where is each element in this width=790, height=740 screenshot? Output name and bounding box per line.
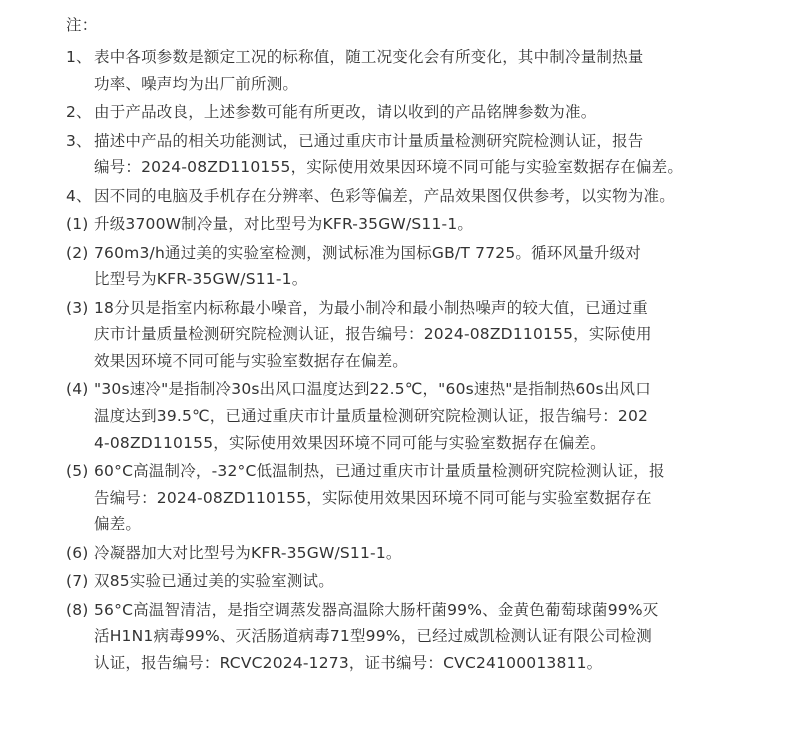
note-number: (6) [66,543,89,562]
note-item [66,183,756,210]
note-number: 2、 [66,103,92,122]
note-item [66,211,756,238]
note-line: 由于产品改良，上述参数可能有所更改，请以收到的产品铭牌参数为准。 [94,103,597,122]
note-line: 描述中产品的相关功能测试，已通过重庆市计量质量检测研究院检测认证，报告 [94,131,644,150]
note-number: (3) [66,298,89,317]
notes-heading: 注： [66,16,98,34]
note-item [66,376,756,456]
note-line: 比型号为KFR-35GW/S11-1。 [94,270,308,289]
note-number: (2) [66,243,89,262]
note-item [66,44,756,97]
note-line: 活H1N1病毒99%、灭活肠道病毒71型99%，已经过威凯检测认证有限公司检测 [94,627,652,646]
note-line: 4-08ZD110155，实际使用效果因环境不同可能与实验室数据存在偏差。 [94,433,606,452]
note-line: 功率、噪声均为出厂前所测。 [94,74,299,93]
note-item [66,240,756,293]
note-number: (5) [66,462,89,481]
note-line: 表中各项参数是额定工况的标称值，随工况变化会有所变化，其中制冷量制热量 [94,48,644,66]
note-line: 60°C高温制冷，-32°C低温制热，已通过重庆市计量质量检测研究院检测认证，报 [94,462,665,481]
note-item [66,128,756,181]
note-line: 760m3/h通过美的实验室检测，测试标准为国标GB/T 7725。循环风量升级对 [94,243,642,262]
note-item [66,540,756,567]
note-line: 双85实验已通过美的实验室测试。 [94,572,334,591]
note-line: 偏差。 [94,515,142,534]
note-line: 冷凝器加大对比型号为KFR-35GW/S11-1。 [94,543,402,562]
note-line: 温度达到39.5℃，已通过重庆市计量质量检测研究院检测认证，报告编号：202 [94,406,649,425]
note-number: 1、 [66,48,92,66]
note-line: 认证，报告编号：RCVC2024-1273，证书编号：CVC24100013811。 [94,653,603,672]
note-line: "30s速冷"是指制冷30s出风口温度达到22.5℃，"60s速热"是指制热60s出风口 [94,380,651,399]
note-line: 因不同的电脑及手机存在分辨率、色彩等偏差，产品效果图仅供参考，以实物为准。 [94,186,675,205]
note-line: 18分贝是指室内标称最小噪音，为最小制冷和最小制热噪声的较大值，已通过重 [94,298,648,317]
note-line: 编号：2024-08ZD110155，实际使用效果因环境不同可能与实验室数据存在偏差。 [94,158,684,177]
note-item [66,99,756,126]
note-number: 4、 [66,186,92,205]
note-line: 56°C高温智清洁，是指空调蒸发器高温除大肠杆菌99%、金黄色葡萄球菌99%灭 [94,600,659,619]
note-number: (1) [66,215,89,234]
note-number: (7) [66,572,89,591]
note-item [66,568,756,595]
note-number: 3、 [66,131,92,150]
note-item [66,458,756,538]
note-line: 效果因环境不同可能与实验室数据存在偏差。 [94,351,409,370]
note-line: 升级3700W制冷量，对比型号为KFR-35GW/S11-1。 [94,215,474,234]
note-number: (4) [66,380,89,399]
note-item [66,597,756,677]
note-line: 告编号：2024-08ZD110155，实际使用效果因环境不同可能与实验室数据存在 [94,488,652,507]
notes-list [66,44,756,678]
note-line: 庆市计量质量检测研究院检测认证，报告编号：2024-08ZD110155，实际使用 [94,325,652,344]
note-number: (8) [66,600,89,619]
note-item [66,295,756,375]
